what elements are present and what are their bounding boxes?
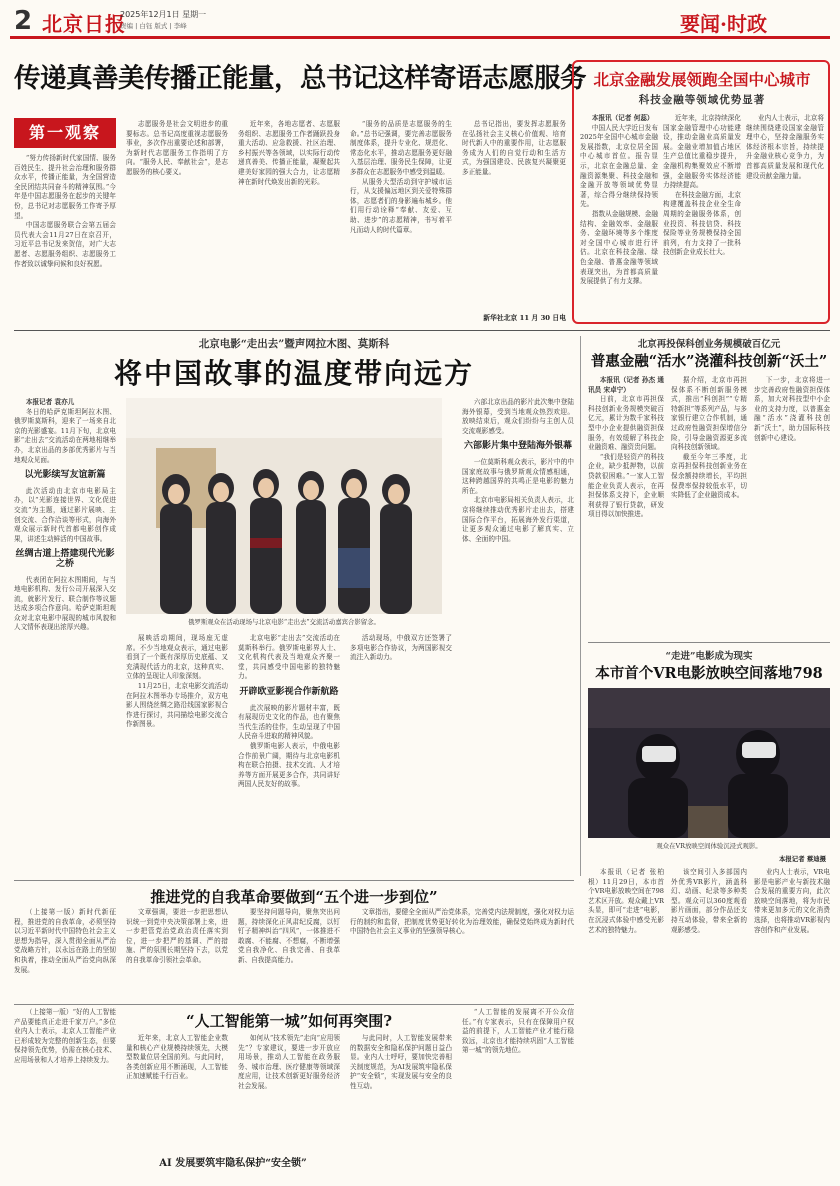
story-film-para: 一位莫斯科观众表示，影片中的中国家庭故事与俄罗斯观众情感相通，这种跨越国界的共鸣正是电影的魅力所在。 <box>462 457 574 495</box>
story-film-para: 俄罗斯电影人表示，中俄电影合作前景广阔，期待与北京电影机构在联合拍摄、技术交流、人才培养等方面开展更多合作，共同讲好两国人民友好的故事。 <box>238 741 340 789</box>
story-film-para: 代表团在阿拉木图期间，与当地电影机构、发行公司开展深入交流，就影片发行、联合制作等议题达成多项合作意向。哈萨克斯坦观众对北京电影中展现的城市风貌和人文情怀表现出浓厚兴趣。 <box>14 575 116 632</box>
story-finance-para: 中国人民大学近日发布2025年全国中心城市金融发展指数，北京位居全国中心城市首位。报告显示，北京在金融总量、金融资源集聚、科技金融和金融开放等领域优势显著，综合得分继续保持领先。 <box>580 123 658 209</box>
vr-photo-credit: 本报记者 蔡迪摄 <box>779 855 826 863</box>
story-vr-headline: 本市首个VR电影放映空间落地798 <box>595 665 823 682</box>
story-vr-col2 <box>671 868 747 1164</box>
story-film-para: 冬日的哈萨克斯坦阿拉木图、俄罗斯莫斯科，迎来了一场来自北京的光影盛宴。11月下旬，北京电影“走出去”交流活动在两地相继举办，北京出品的多部优秀影片与当地观众见面。 <box>14 407 116 464</box>
story-volunteer-headline: 传递真善美传播正能量，总书记这样寄语志愿服务 <box>14 63 586 94</box>
story-volunteer-para: 近年来，各地志愿者、志愿服务组织、志愿服务工作者踊跃投身重大活动、应急救援、社区治理、乡村振兴等各领域，以实际行动传递真善美、传播正能量，凝聚起共建美好家园的强大合力，让志愿精神在新时代焕发出新的光彩。 <box>238 120 340 186</box>
story-selfrev-para: 文章指出，要健全全面从严治党体系，完善党内法规制度，强化对权力运行的制约和监督，把制度优势更好转化为治理效能，确保党始终成为新时代中国特色社会主义事业的坚强领导核心。 <box>350 908 574 936</box>
story-film-para: 北京市电影局相关负责人表示，北京将继续推动优秀影片走出去，搭建国际合作平台，拓展海外发行渠道，让更多观众通过电影了解真实、立体、全面的中国。 <box>462 496 574 543</box>
story-volunteer-para: 总书记指出，要发挥志愿服务在弘扬社会主义核心价值观、培育时代新人中的重要作用，让志愿服务成为人们的自觉行动和生活方式，为强国建设、民族复兴凝聚更多正能量。 <box>462 120 566 176</box>
story-finance-col2 <box>663 114 741 320</box>
film-photo-caption: 俄罗斯观众在活动现场与北京电影“走出去”交流活动嘉宾合影留念。 <box>188 618 380 626</box>
story-film-kicker: 北京电影“走出去”暨声网拉木图、莫斯科 <box>198 338 390 350</box>
story-film-para: 此次展映的影片题材丰富，既有展现历史文化的作品，也有聚焦当代生活的佳作，生动呈现了中国人民奋斗进取的精神风貌。 <box>238 703 340 741</box>
story-volunteer-para: 从服务大型活动到守护城市运行，从支援偏远地区到关爱特殊群体，志愿者们的身影遍布城乡。他们用行动诠释“奉献、友爱、互助、进步”的志愿精神，书写着平凡而动人的时代篇章。 <box>350 177 452 234</box>
story-film-subhead: 开辟欧亚影视合作新航路 <box>239 686 339 697</box>
story-reguarantee-para: “我们是轻资产的科技企业，缺少抵押物，以前贷款很困难。”一家人工智能企业负责人表示，在再担保体系支持下，企业顺利获得了银行贷款，研发项目得以加快推进。 <box>588 452 664 519</box>
section-title: 要闻·时政 <box>680 12 767 36</box>
story-vr-para: 本报讯（记者 张柏根）11月29日，本市首个VR电影放映空间在798艺术区开放。观众戴上VR头显，即可“走进”电影，在沉浸式体验中感受光影艺术的独特魅力。 <box>588 868 664 934</box>
story-reguarantee-col2 <box>671 376 747 632</box>
vr-cinema-photo-art <box>588 688 830 838</box>
story-finance-para: 在科技金融方面，北京构建覆盖科技企业全生命周期的金融服务体系，创业投资、科技信贷、科技保险等业务规模保持全国前列，有力支持了一批科技创新企业成长壮大。 <box>663 190 741 257</box>
story-reguarantee <box>588 336 830 636</box>
story-reguarantee-para: 日前，北京市再担保科技创新业务规模突破百亿元，累计为数千家科技型中小企业提供融资担保服务，有效缓解了科技企业融资难、融资贵问题。 <box>588 395 664 452</box>
story-volunteer-byline: 新华社北京 11 月 30 日电 <box>483 314 566 322</box>
story-ai-para: 与此同时，人工智能发展带来的数据安全和隐私保护问题日益凸显。业内人士呼吁，要加快完善相关制度规范，为AI发展筑牢隐私保护“安全锁”，实现发展与安全的良性互动。 <box>350 1034 452 1090</box>
story-reguarantee-col1 <box>588 376 664 632</box>
paper-name-logo: 北京日报 <box>42 12 126 36</box>
vr-cinema-photo <box>588 688 830 838</box>
story-film-overseas <box>14 336 574 876</box>
section-banner <box>590 6 830 36</box>
story-film-para: 活动现场，中俄双方还签署了多项电影合作协议，为两国影视交流注入新动力。 <box>350 634 452 662</box>
story-ai-col5 <box>462 1008 574 1178</box>
story-finance-para: 指数从金融规模、金融结构、金融效率、金融服务、金融环境等多个维度对全国中心城市进行评估。北京在科技金融、绿色金融、普惠金融等领域表现突出，为首都高质量发展提供了有力支撑。 <box>580 209 658 286</box>
story-film-para: 11月25日，北京电影交流活动在阿拉木图举办专场推介，双方电影人围绕丝绸之路沿线国家影视合作进行探讨，共同描绘电影交流合作新图景。 <box>126 681 228 729</box>
story-finance-box <box>572 60 830 324</box>
story-volunteer-para: “努力传扬新时代家国情、服务百姓民生、提升社会治理和服务群众水平，传播正能量，为全国营造全民团结共同奋斗的精神氛围。”今年是中国志愿服务在起步的关键年份，总书记对志愿服务工作寄予厚望。 <box>14 154 116 220</box>
divider <box>580 336 581 876</box>
story-self-revolution <box>14 886 574 1000</box>
story-selfrev-col4 <box>350 908 574 998</box>
story-ai-subhead: AI 发展要筑牢隐私保护“安全锁” <box>126 1154 340 1169</box>
story-film-col5 <box>462 398 574 874</box>
divider <box>14 880 574 881</box>
story-finance-subheadline: 科技金融等领域优势显著 <box>638 94 766 106</box>
issue-date: 2025年12月1日 星期一 <box>120 10 207 19</box>
vr-photo-caption: 观众在VR放映空间体验沉浸式观影。 <box>656 842 762 850</box>
story-finance-para: 业内人士表示，北京将继续围绕建设国家金融管理中心，坚持金融服务实体经济根本宗旨，持续提升金融业核心竞争力，为首都高质量发展和现代化建设贡献金融力量。 <box>746 114 824 180</box>
story-volunteer-para: “服务的品质是志愿服务的生命。”总书记强调，要完善志愿服务制度体系，提升专业化、规范化、常态化水平，推动志愿服务更好融入基层治理、服务民生保障，让更多群众在志愿服务中感受到温暖。 <box>350 120 452 176</box>
story-film-subhead: 以光影续写友谊新篇 <box>24 470 106 481</box>
story-film-subhead: 六部影片集中登陆海外银幕 <box>463 441 572 452</box>
divider <box>14 330 830 331</box>
story-film-col3 <box>238 634 340 874</box>
story-volunteer-col2 <box>126 120 228 326</box>
film-group-photo-art <box>126 398 442 614</box>
story-volunteer-para: 中国志愿服务联合会第五届会员代表大会11月27日在京召开，习近平总书记发来贺信，对广大志愿者、志愿服务组织、志愿服务工作者致以诚挚问候和良好祝愿。 <box>14 221 116 268</box>
story-selfrev-para: 要坚持问题导向，聚焦突出问题，持续深化正风肃纪反腐，以钉钉子精神纠治“四风”，一体推进不敢腐、不能腐、不想腐，不断增强党自我净化、自我完善、自我革新、自我提高能力。 <box>238 908 340 964</box>
page-number: 2 <box>14 6 33 36</box>
story-ai-headline: “人工智能第一城”如何再突围? <box>185 1012 393 1030</box>
story-finance-col1 <box>580 114 658 320</box>
story-reguarantee-para: 截至今年三季度，北京再担保科技创新业务在保余额持续增长，平均担保费率保持较低水平，切实降低了企业融资成本。 <box>671 452 747 500</box>
divider <box>588 642 830 643</box>
story-reguarantee-col3 <box>754 376 830 632</box>
story-volunteer-col5 <box>462 120 566 310</box>
story-vr-col1 <box>588 868 664 1164</box>
story-film-subhead: 丝绸古道上搭建现代光影之桥 <box>15 549 115 569</box>
story-film-para: 六部北京出品的影片此次集中登陆海外银幕，受到当地观众热烈欢迎。放映结束后，观众们纷纷与主创人员交流观影感受。 <box>462 398 574 435</box>
story-reguarantee-kicker: 北京再投保科创业务规模破百亿元 <box>637 339 781 350</box>
story-volunteer-col3 <box>238 120 340 326</box>
story-ai-para: 近年来，北京人工智能企业数量和核心产业规模持续领先，大模型数量位居全国前列。与此同时，各类创新应用不断涌现，人工智能正加速赋能千行百业。 <box>126 1034 228 1081</box>
editors-credit: 责编 | 白钰 版式 | 李峰 <box>120 22 187 30</box>
story-reguarantee-para: 下一步，北京将进一步完善政府性融资担保体系，加大对科技型中小企业的支持力度，以普惠金融“活水”浇灌科技创新“沃土”，助力国际科技创新中心建设。 <box>754 376 830 442</box>
film-group-photo <box>126 398 442 614</box>
story-selfrev-para: 文章强调，要进一步把思想认识统一到党中央决策部署上来，进一步把管党治党政治责任落实到位，进一步把严的基调、严的措施、严的氛围长期坚持下去，以党的自我革命引领社会革命。 <box>126 908 228 964</box>
story-film-byline: 本报记者 袁亦儿 <box>25 398 75 406</box>
first-observation-text: 第一观察 <box>28 123 101 142</box>
story-volunteer <box>14 56 586 326</box>
story-vr-cinema <box>588 648 830 1168</box>
masthead-red-rule <box>10 36 830 39</box>
story-vr-para: 业内人士表示，VR电影是电影产业与新技术融合发展的重要方向，此次放映空间落地，将为市民带来更加多元的文化消费选择，也将推动VR影视内容创作和产业发展。 <box>754 868 830 934</box>
story-selfrev-col2 <box>126 908 228 998</box>
story-film-para: 此次活动由北京市电影局主办，以“光影连接世界、文化促进交流”为主题，通过影片展映、主创交流、合作洽谈等形式，向海外观众展示新时代首都电影创作成果，讲述生动鲜活的中国故事。 <box>14 486 116 543</box>
story-selfrev-headline: 推进党的自我革命要做到“五个进一步到位” <box>150 888 438 906</box>
story-finance-byline: 本报讯（记者 何蕊） <box>591 114 654 122</box>
story-ai-para: 如何从“技术领先”走向“应用领先”？专家建议，要进一步开放应用场景，推动人工智能在政务服务、城市治理、医疗健康等领域深度应用，让技术创新更好服务经济社会发展。 <box>238 1034 340 1090</box>
story-vr-para: 该空间引入多部国内外优秀VR影片，涵盖科幻、动画、纪录等多种类型。观众可以360度观看影片画面，部分作品还支持互动体验，带来全新的观影感受。 <box>671 868 747 934</box>
story-finance-para: 近年来，北京持续深化国家金融管理中心功能建设，推动金融业高质量发展。金融业增加值占地区生产总值比重稳步提升，金融机构集聚效应不断增强，金融服务实体经济能力持续提高。 <box>663 114 741 190</box>
story-finance-col3 <box>746 114 824 320</box>
story-ai-para: “人工智能的发展离不开公众信任。”有专家表示，只有在保障用户权益的前提下，人工智能产业才能行稳致远，北京也才能持续巩固“人工智能第一城”的领先地位。 <box>462 1008 574 1055</box>
story-volunteer-col4 <box>350 120 452 326</box>
story-film-para: 展映活动期间，现场座无虚席。不少当地观众表示，通过电影看到了一个既有深厚历史底蕴、又充满现代活力的北京，这种真实、立体的呈现让人印象深刻。 <box>126 634 228 681</box>
story-film-headline: 将中国故事的温度带向远方 <box>113 357 474 390</box>
story-volunteer-col1 <box>14 154 116 326</box>
story-film-para: 北京电影“走出去”交流活动在莫斯科举行。俄罗斯电影界人士、文化机构代表及当地观众齐聚一堂，共同感受中国电影的独特魅力。 <box>238 634 340 681</box>
story-vr-kicker: “走进”电影成为现实 <box>665 651 753 662</box>
story-selfrev-col1 <box>14 908 116 998</box>
story-ai-para: （上接第一版）“好的人工智能产品要能真正走进千家万户。”多位业内人士表示，北京人工智能产业已形成较为完整的创新生态，但要保持领先优势，仍需在核心技术、应用场景和人才培养上持续发力。 <box>14 1008 116 1064</box>
story-finance-headline: 北京金融发展领跑全国中心城市 <box>593 70 811 89</box>
story-selfrev-para: （上接第一版）新时代新征程，推进党的自我革命，必须坚持以习近平新时代中国特色社会主义思想为指导，深入贯彻全面从严治党战略方针，以永远在路上的坚韧和执着，推动全面从严治党向纵深发展。 <box>14 908 116 974</box>
story-ai-col4 <box>350 1034 452 1178</box>
masthead <box>0 0 840 40</box>
story-volunteer-para: 志愿服务是社会文明进步的重要标志。总书记高度重视志愿服务事业，多次作出重要论述和部署，为新时代志愿服务工作指明了方向。“服务人民、奉献社会”，是志愿服务的核心要义。 <box>126 120 228 176</box>
divider <box>14 1004 574 1005</box>
story-film-col4 <box>350 634 452 874</box>
story-reguarantee-headline: 普惠金融“活水”浇灌科技创新“沃土” <box>590 353 828 370</box>
story-reguarantee-para: 据介绍，北京市再担保体系不断创新服务模式，推出“科创担”“专精特新担”等系列产品，与多家银行建立合作机制，通过政府性融资担保增信分险，引导金融资源更多流向科技创新领域。 <box>671 376 747 452</box>
story-film-col2 <box>126 634 228 874</box>
story-ai-col1 <box>14 1008 116 1178</box>
first-observation-label <box>14 118 116 148</box>
story-reguarantee-byline: 本报讯（记者 孙杰 通讯员 宋卓宁） <box>588 376 664 394</box>
story-film-col1 <box>14 398 116 874</box>
story-ai-city <box>14 1008 574 1180</box>
story-selfrev-col3 <box>238 908 340 998</box>
story-vr-col3 <box>754 868 830 1164</box>
